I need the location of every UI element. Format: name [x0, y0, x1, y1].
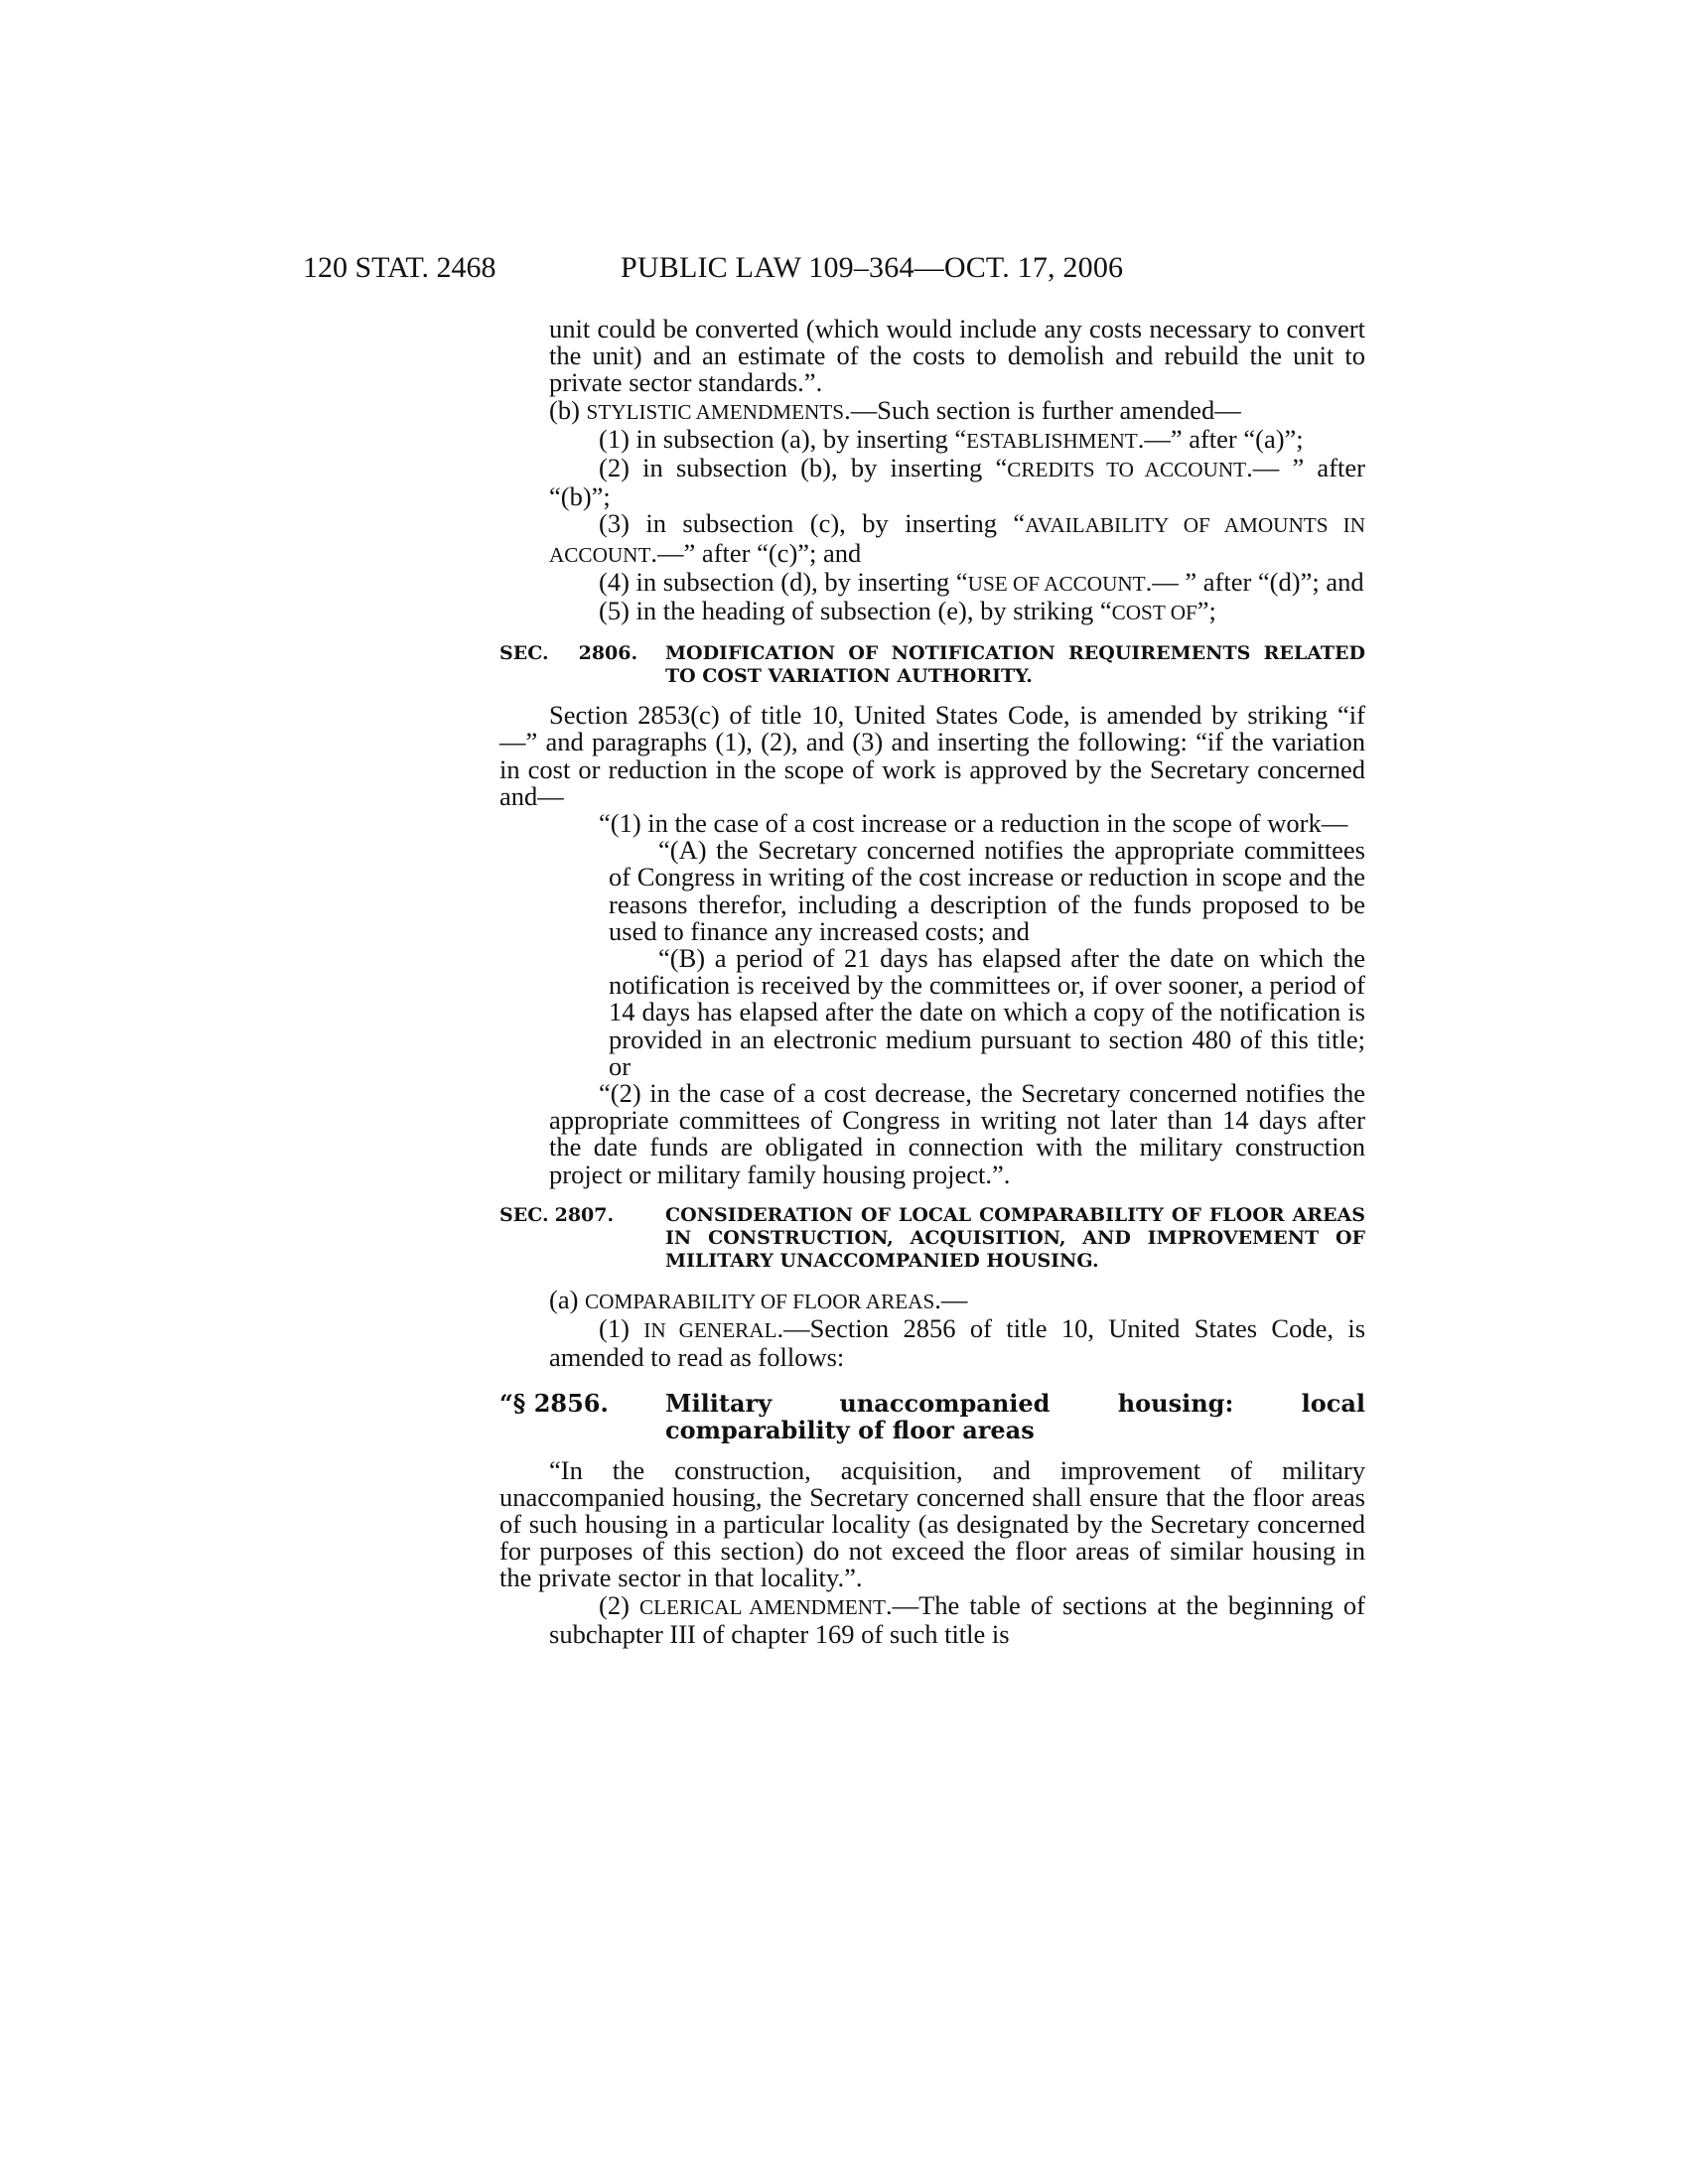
small-caps-heading: STYLISTIC AMENDMENTS: [586, 399, 845, 424]
section-title: MODIFICATION OF NOTIFICATION REQUIREMENTS RELATED TO COST VARIATION AUTHORITY.: [665, 642, 1365, 688]
text-run: (a): [549, 1284, 586, 1314]
paragraph-section-2853: Section 2853(c) of title 10, United States Code, is amended by striking “if—” and paragraphs (1), (2), and (3) and inserting the following: “if the variation in cost or reduction in the scope of work is approved by the Secretary concerned and—: [499, 700, 1365, 811]
paragraph-clerical-amendment: [499, 1589, 1365, 1649]
text-run: (b): [549, 394, 587, 425]
section-heading-2806: [499, 642, 1365, 688]
paragraph-in-general: [499, 1315, 1365, 1371]
section-word: SEC.: [499, 642, 549, 665]
paragraph-item-3: [499, 510, 1365, 568]
section-word: SEC.: [499, 1203, 549, 1226]
small-caps-heading: CLERICAL AMENDMENT: [638, 1594, 886, 1619]
page-number: 120 STAT. 2468: [303, 251, 496, 284]
text-run: .—Such section is further amended—: [844, 394, 1241, 425]
text-run: (5) in the heading of subsection (e), by striking “: [599, 596, 1112, 626]
text-run: .— ” after “(d)”; and: [1145, 566, 1364, 597]
paragraph-item-2: [499, 455, 1365, 510]
small-caps-heading: COMPARABILITY OF FLOOR AREAS: [585, 1289, 935, 1313]
small-caps-term: AVAILABILITY OF AMOUNTS IN ACCOUNT: [549, 513, 1366, 567]
paragraph-clause-1: “(1) in the case of a cost increase or a reduction in the scope of work—: [599, 808, 1348, 839]
small-caps-term: USE OF ACCOUNT: [967, 571, 1146, 596]
paragraph-clause-a: “(A) the Secretary concerned notifies the appropriate committees of Congress in writing of the cost increase or reduction in scope and the reasons therefor, including a description of the funds proposed to be used to finance any increased costs; and: [609, 835, 1365, 946]
document-body: [499, 316, 1365, 1648]
paragraph-stylistic-amendments: [499, 394, 1365, 426]
section-label: [499, 642, 637, 665]
small-caps-heading: IN GENERAL: [643, 1318, 777, 1343]
law-title: PUBLIC LAW 109–364—OCT. 17, 2006: [621, 251, 1124, 284]
running-header: [303, 248, 1371, 288]
paragraph-clause-2: “(2) in the case of a cost decrease, the Secretary concerned notifies the appropriate committees of Congress in writing not later than 14 days after the date funds are obligated in connection with the military construction project or military family housing project.”.: [549, 1078, 1365, 1189]
codified-section-title: Military unaccompanied housing: local comparability of floor areas: [665, 1388, 1365, 1444]
text-run: .—” after “(a)”;: [1137, 423, 1304, 454]
section-heading-2807: [499, 1204, 1365, 1273]
small-caps-term: CREDITS TO ACCOUNT: [1007, 458, 1247, 482]
text-run: .—: [934, 1284, 968, 1314]
text-run: .—Section 2856 of title 10, United States Code, is amended to read as follows:: [549, 1313, 1366, 1373]
text-run: .—The table of sections at the beginning of subchapter III of chapter 169 of such title is: [549, 1589, 1365, 1649]
codified-section-heading: [499, 1390, 1365, 1443]
codified-section-number: “§ 2856.: [499, 1388, 609, 1418]
paragraph-item-1: [499, 423, 1365, 455]
text-run: (1) in subsection (a), by inserting “: [599, 423, 967, 454]
text-run: (4) in subsection (d), by inserting “: [599, 566, 968, 597]
paragraph-continuation: unit could be converted (which would include any costs necessary to convert the unit) and an estimate of the costs to demolish and rebuild the unit to private sector standards.”.: [549, 314, 1365, 398]
small-caps-term: COST OF: [1111, 601, 1197, 625]
text-run: (3) in subsection (c), by inserting “: [599, 508, 1026, 539]
text-run: .— ” after “(b)”;: [549, 453, 1365, 512]
text-run: (2): [599, 1589, 639, 1620]
text-run: (1): [599, 1313, 644, 1344]
section-number: 2807.: [554, 1203, 615, 1226]
paragraph-item-4: [499, 566, 1365, 598]
section-title: CONSIDERATION OF LOCAL COMPARABILITY OF FLOOR AREAS IN CONSTRUCTION, ACQUISITION, AND IMPROVEMENT OF MILITARY UNACCOMPANIED HOUSING.: [665, 1203, 1365, 1272]
paragraph-comparability: [499, 1284, 1365, 1315]
section-label: [499, 1204, 614, 1227]
text-run: .—” after “(c)”; and: [650, 537, 862, 568]
paragraph-clause-b: “(B) a period of 21 days has elapsed after the date on which the notification is received by the committees or, if over sooner, a period of 14 days has elapsed after the date on which a copy of the notification is provided in an electronic medium pursuant to section 480 of this title; or: [609, 943, 1365, 1081]
small-caps-term: ESTABLISHMENT: [966, 428, 1138, 453]
paragraph-item-5: [499, 598, 1365, 626]
paragraph-section-2856-text: “In the construction, acquisition, and improvement of military unaccompanied housing, the Secretary concerned shall ensure that the floor areas of such housing in a particular locality (as designated by the Secretary concerned for purposes of this section) do not exceed the floor areas of similar housing in the private sector in that locality.”.: [499, 1454, 1365, 1593]
text-run: (2) in subsection (b), by inserting “: [599, 453, 1008, 483]
text-run: ”;: [1196, 596, 1216, 626]
section-number: 2806.: [578, 642, 638, 665]
